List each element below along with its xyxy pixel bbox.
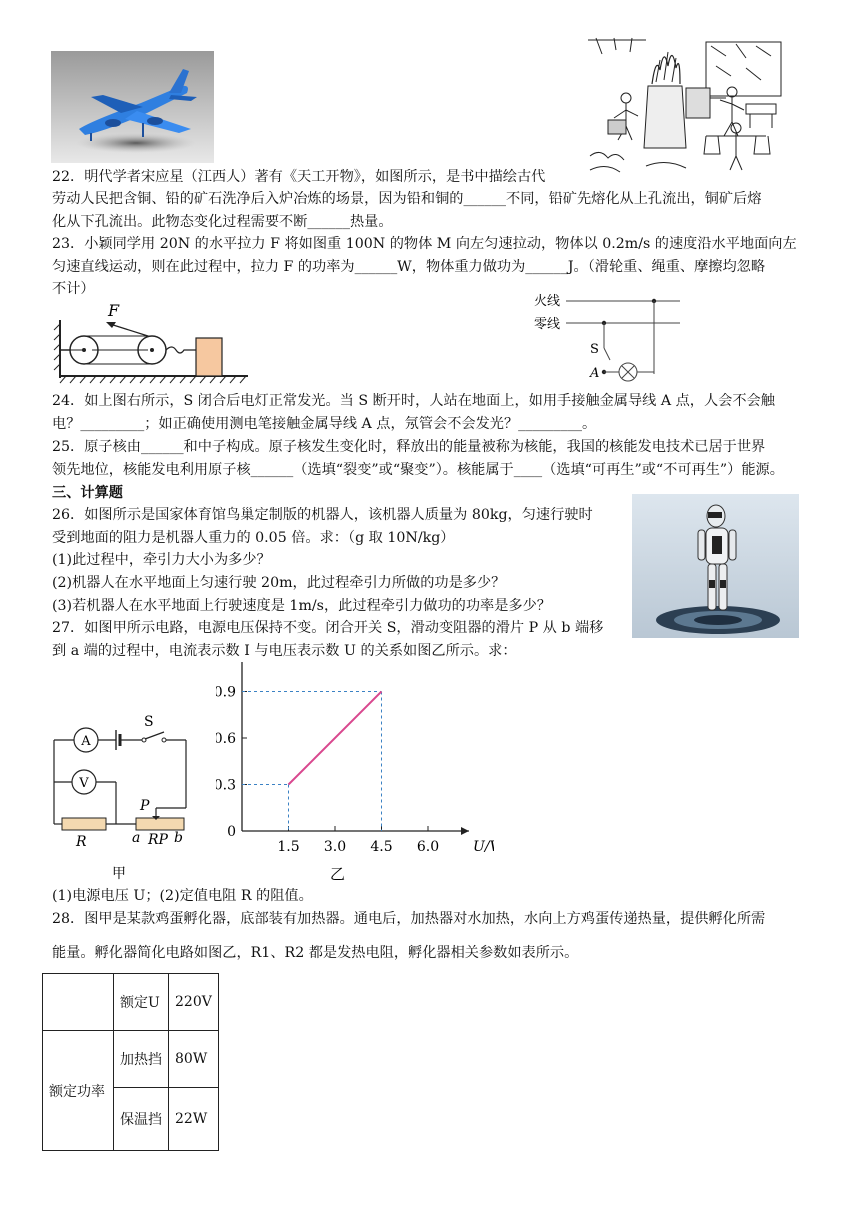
resistor-r-label: R [76,834,87,850]
q27-line-3: (1)电源电压 U；(2)定值电阻 R 的阻值。 [52,888,313,904]
slider-p-label: P [140,798,150,814]
q23-line-2: 匀速直线运动，则在此过程中，拉力 F 的功率为______W，物体重力做功为______J。（滑轮重、绳重、摩擦均忽略 [52,259,766,275]
q23-line-1: 23．小颖同学用 20N 的水平拉力 F 将如图重 100N 的物体 M 向左匀速拉动，物体以 0.2m/s 的速度沿水平地面向左 [52,236,797,252]
origin-label: 0 [227,824,236,840]
rated-power-label: 额定功率 [43,1031,114,1151]
smelting-illustration [586,36,783,181]
x-axis-arrow [461,827,469,835]
q26-line-4: (2)机器人在水平地面上匀速行驶 20m，此过程牵引力所做的功是多少？ [52,575,506,591]
circuit-diagram [44,712,200,884]
end-b-label: b [174,830,183,846]
section-heading: 三、计算题 [52,485,123,501]
q25-line-1: 25．原子核由______和中子构成。原子核发生变化时，释放出的能量被称为核能，我国的核能发电技术已居于世界 [52,439,766,455]
q26-line-1: 26．如图所示是国家体育馆鸟巢定制版的机器人，该机器人质量为 80kg，匀速行驶时 [52,507,593,523]
warm-mode-label: 保温挡 [114,1088,169,1151]
airplane-image [51,51,214,163]
ammeter-label: A [81,734,91,749]
parameter-table [42,973,219,1151]
q26-line-5: (3)若机器人在水平地面上行驶速度是 1m/s，此过程牵引力做功的功率是多少？ [52,598,551,614]
voltmeter-label: V [79,776,89,791]
pulley-figure [52,300,252,384]
rheostat-label: RP [148,832,168,848]
q23-line-3: 不计） [52,281,95,297]
neutral-wire-label: 零线 [534,317,561,332]
q22-line-3: 化从下孔流出。此物态变化过程需要不断______热量。 [52,214,393,230]
x-axis-title: U/ [473,839,490,855]
live-wire-label: 火线 [534,294,561,309]
robot-photo [632,494,799,638]
circuit-switch-label: S [144,714,154,730]
q28-line-1: 28．图甲是某款鸡蛋孵化器，底部装有加热器。通电后，加热器对水加热，水向上方鸡蛋传递热量，提供孵化所需 [52,911,766,927]
q27-line-1: 27．如图甲所示电路，电源电压保持不变。闭合开关 S，滑动变阻器的滑片 P 从 b 端移 [52,620,604,636]
q22-line-2: 劳动人民把含铜、铅的矿石洗净后入炉冶炼的场景，因为铅和铜的______不同，铅矿先熔化从上孔流出，铜矿后熔 [52,191,762,207]
rated-u-value: 220V [169,974,219,1031]
series-line [289,692,382,785]
y-tick-label: 0.3 [216,777,236,794]
heat-mode-value: 80W [169,1031,219,1088]
q25-line-2: 领先地位，核能发电利用原子核______（选填“裂变”或“聚变”）。核能属于____（选填“可再生”或“不可再生”）能源。 [52,462,784,478]
q24-line-2: 电？_________；如正确使用测电笔接触金属导线 A 点，氖管会不会发光？_________。 [52,416,597,432]
q28-line-2: 能量。孵化器简化电路如图乙，R1、R2 都是发热电阻，孵化器相关参数如表所示。 [52,945,579,961]
y-tick-label: 0.6 [216,731,236,747]
q27-line-2: 到 a 端的过程中，电流表示数 I 与电压表示数 U 的关系如图乙所示。求： [52,643,517,659]
y-tick-label: 0.9 [216,684,236,701]
rated-u-label: 额定U [114,974,169,1031]
q22-line-1: 22．明代学者宋应星（江西人）著有《天工开物》，如图所示，是书中描绘古代 [52,169,546,185]
circuit-caption: 甲 [112,866,126,882]
force-label: F [108,301,120,320]
x-tick-label: 1.5 [277,839,300,855]
table-empty-cell [43,974,114,1031]
x-tick-label: 4.5 [370,839,393,855]
q26-line-2: 受到地面的阻力是机器人重力的 0.05 倍。求：（g 取 10N/kg） [52,530,455,546]
end-a-label: a [132,830,141,846]
q24-line-1: 24．如上图右所示，S 闭合后电灯正常发光。当 S 断开时，人站在地面上，如用手接触金属导线 A 点，人会不会触 [52,393,775,409]
point-a-label: A [590,366,600,381]
x-tick-label: 3.0 [323,839,347,855]
q26-line-3: (1)此过程中，牵引力大小为多少？ [52,552,271,568]
switch-s-label: S [590,342,599,357]
wiring-figure [530,290,682,382]
warm-mode-value: 22W [169,1088,219,1151]
x-tick-label: 6.0 [416,839,440,855]
iu-chart [216,662,494,884]
heat-mode-label: 加热挡 [114,1031,169,1088]
chart-caption: 乙 [329,865,346,883]
